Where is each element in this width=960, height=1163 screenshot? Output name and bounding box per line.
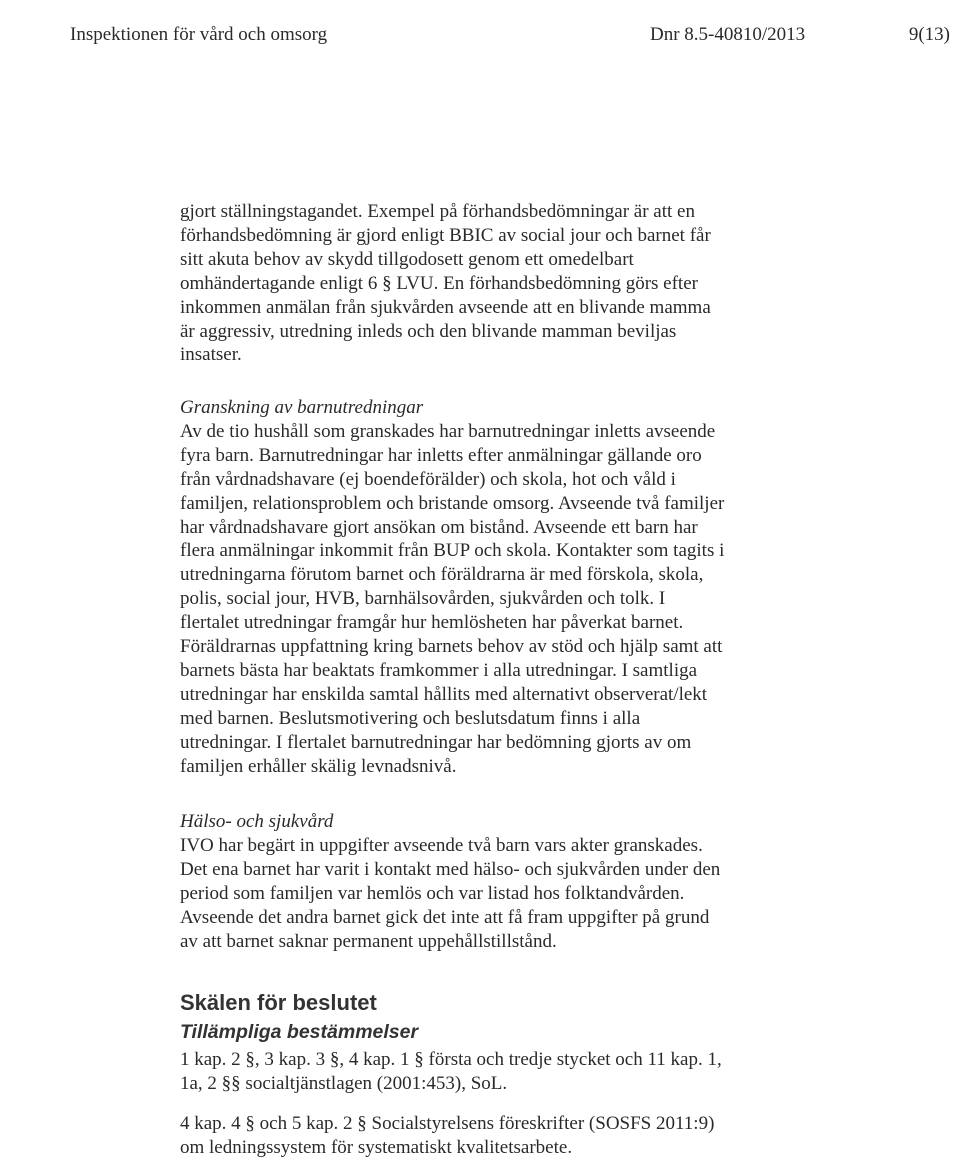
section-halso-och-sjukvard (180, 810, 780, 953)
text-line: gjort ställningstagandet. Exempel på förhandsbedömningar är att en (180, 201, 695, 222)
text-line: 1a, 2 §§ socialtjänstlagen (2001:453), SoL. (180, 1072, 508, 1094)
text-line: med barnen. Beslutsmotivering och beslutsdatum finns i alla (180, 707, 641, 729)
text-line: familjen, relationsproblem och bristande omsorg. Avseende två familjer (180, 492, 725, 514)
text-line: sitt akuta behov av skydd tillgodosett genom ett omedelbart (180, 248, 634, 270)
section-heading-skalen: Skälen för beslutet (180, 990, 377, 1015)
section-heading-granskning: Granskning av barnutredningar (180, 397, 424, 418)
text-line: förhandsbedömning är gjord enligt BBIC av social jour och barnet får (180, 224, 711, 246)
text-line: IVO har begärt in uppgifter avseende två barn vars akter granskades. (180, 834, 703, 856)
text-line: fyra barn. Barnutredningar har inletts efter anmälningar gällande oro (180, 444, 702, 466)
subheading-tillampliga-bestammelser: Tillämpliga bestämmelser (180, 1021, 419, 1043)
text-line: Föräldrarnas uppfattning kring barnets behov av stöd och hjälp samt att (180, 636, 723, 658)
section-granskning (180, 396, 780, 779)
text-line: familjen erhåller skälig levnadsnivå. (180, 755, 457, 777)
text-line: har vårdnadshavare gjort ansökan om bistånd. Avseende ett barn har (180, 516, 698, 538)
page-header (70, 24, 950, 56)
text-line: period som familjen var hemlös och var listad hos folktandvården. (180, 882, 685, 904)
text-line: om ledningssystem för systematiskt kvalitetsarbete. (180, 1136, 573, 1158)
text-line: 4 kap. 4 § och 5 kap. 2 § Socialstyrelsens föreskrifter (SOSFS 2011:9) (180, 1113, 715, 1134)
text-line: omhändertagande enligt 6 § LVU. En förhandsbedömning görs efter (180, 272, 698, 294)
text-line: Avseende det andra barnet gick det inte att få fram uppgifter på grund (180, 906, 710, 928)
header-diarienummer: Dnr 8.5-40810/2013 (650, 24, 806, 45)
paragraph-socialtjanstlagen (180, 1048, 780, 1096)
text-line: Av de tio hushåll som granskades har barnutredningar inletts avseende (180, 420, 716, 442)
text-line: 1 kap. 2 §, 3 kap. 3 §, 4 kap. 1 § första och tredje stycket och 11 kap. 1, (180, 1049, 722, 1070)
header-organization: Inspektionen för vård och omsorg (70, 24, 328, 45)
text-line: flera anmälningar inkommit från BUP och skola. Kontakter som tagits i (180, 540, 725, 562)
text-line: av att barnet saknar permanent uppehållstillstånd. (180, 930, 557, 952)
text-line: Det ena barnet har varit i kontakt med hälso- och sjukvården under den (180, 858, 721, 880)
text-line: flertalet utredningar framgår hur hemlösheten har påverkat barnet. (180, 612, 684, 634)
text-line: är aggressiv, utredning inleds och den blivande mamman beviljas (180, 320, 677, 342)
text-line: utredningar. I flertalet barnutredningar har bedömning gjorts av om (180, 731, 692, 753)
paragraph-sosfs (180, 1112, 780, 1160)
header-page-number: 9(13) (908, 24, 950, 45)
text-line: barnets bästa har beaktats framkommer i alla utredningar. I samtliga (180, 659, 698, 681)
text-line: polis, social jour, HVB, barnhälsovården, sjukvården och tolk. I (180, 588, 666, 610)
text-line: inkommen anmälan från sjukvården avseende att en blivande mamma (180, 296, 711, 318)
text-line: utredningar har enskilda samtal hållits med alternativt observerat/lekt (180, 683, 708, 705)
section-heading-halso: Hälso- och sjukvård (180, 811, 334, 832)
text-line: insatser. (180, 344, 242, 366)
paragraph-intro (180, 200, 780, 367)
text-line: från vårdnadshavare (ej boendeförälder) och skola, hot och våld i (180, 468, 676, 490)
text-line: utredningarna förutom barnet och föräldrarna är med förskola, skola, (180, 564, 704, 586)
